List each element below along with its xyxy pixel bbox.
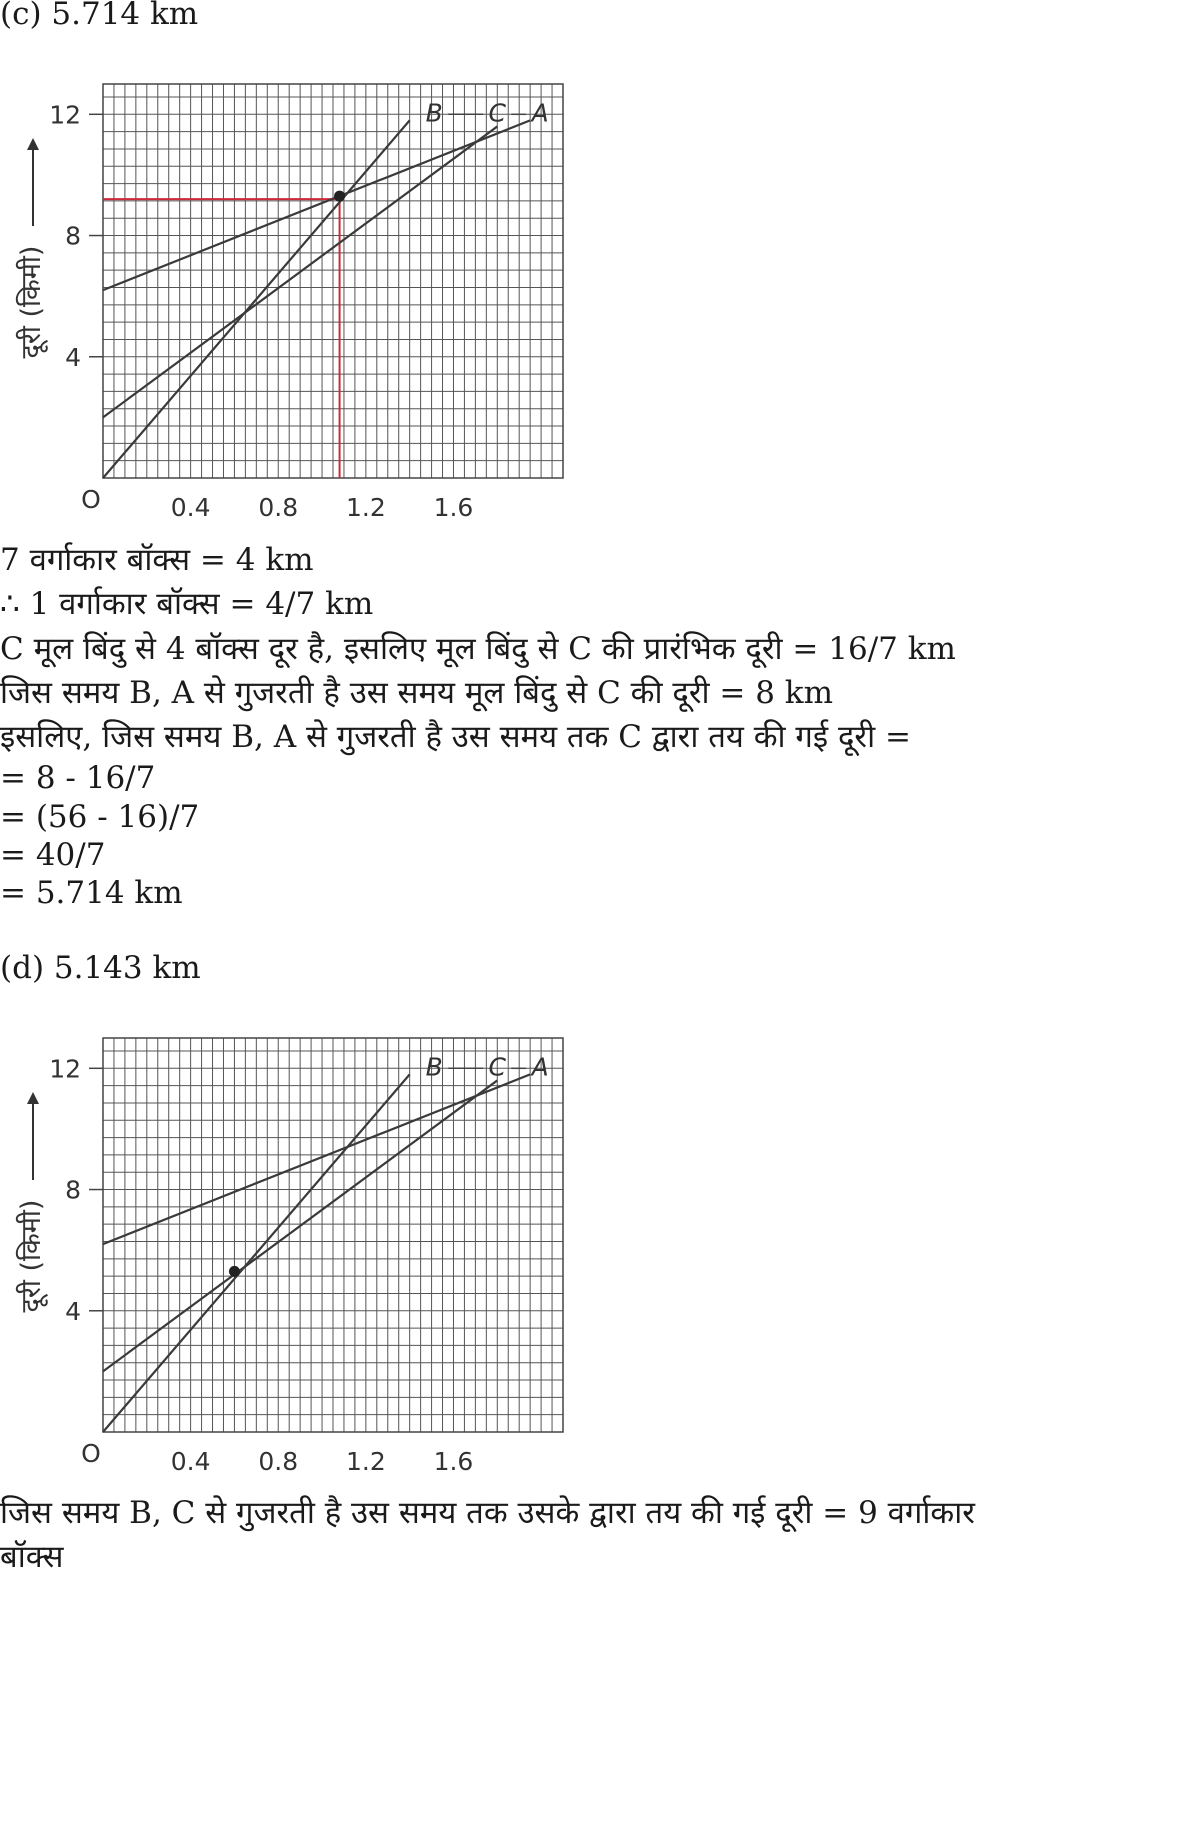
section-d-heading: (d) 5.143 km bbox=[0, 950, 201, 986]
origin-label: O bbox=[81, 485, 101, 514]
x-tick-label: 1.2 bbox=[345, 1447, 386, 1476]
chart-c-svg bbox=[0, 40, 600, 540]
x-tick-label: 0.4 bbox=[170, 493, 211, 522]
section-d-line-2: बॉक्स bbox=[0, 1539, 64, 1575]
y-tick-label: 8 bbox=[65, 1175, 81, 1205]
intersection-marker bbox=[229, 1266, 240, 1277]
y-axis-arrow-head bbox=[27, 1092, 39, 1104]
section-c-line-7: = (56 - 16)/7 bbox=[0, 799, 200, 835]
y-tick-label: 12 bbox=[49, 1054, 81, 1084]
series-label-a: A bbox=[531, 1052, 549, 1082]
series-label-b: B bbox=[425, 98, 443, 128]
y-tick-label: 8 bbox=[65, 221, 81, 251]
section-c-line-1: 7 वर्गाकार बॉक्स = 4 km bbox=[0, 542, 314, 578]
y-axis-title: दूरी (किमी) bbox=[16, 245, 47, 359]
section-c-heading: (c) 5.714 km bbox=[0, 0, 199, 32]
y-axis-arrow-head bbox=[27, 138, 39, 150]
section-c-line-8: = 40/7 bbox=[0, 837, 106, 873]
x-tick-label: 1.6 bbox=[433, 493, 474, 522]
section-c-line-4: जिस समय B, A से गुजरती है उस समय मूल बिंदु से C की दूरी = 8 km bbox=[0, 675, 833, 711]
section-c-line-6: = 8 - 16/7 bbox=[0, 760, 156, 796]
series-label-c: C bbox=[488, 98, 507, 128]
origin-label: O bbox=[81, 1439, 101, 1468]
section-d-line-1: जिस समय B, C से गुजरती है उस समय तक उसके द्वारा तय की गई दूरी = 9 वर्गाकार bbox=[0, 1495, 975, 1531]
x-tick-label: 1.2 bbox=[345, 493, 386, 522]
section-c-line-2: ∴ 1 वर्गाकार बॉक्स = 4/7 km bbox=[0, 586, 374, 622]
chart-c bbox=[0, 40, 600, 540]
y-tick-label: 12 bbox=[49, 100, 81, 130]
section-c-line-9: = 5.714 km bbox=[0, 875, 183, 911]
x-tick-label: 0.8 bbox=[258, 1447, 299, 1476]
series-label-b: B bbox=[425, 1052, 443, 1082]
y-tick-label: 4 bbox=[65, 342, 81, 372]
y-axis-title: दूरी (किमी) bbox=[16, 1199, 47, 1313]
x-tick-label: 0.8 bbox=[258, 493, 299, 522]
section-c-line-5: इसलिए, जिस समय B, A से गुजरती है उस समय तक C द्वारा तय की गई दूरी = bbox=[0, 719, 911, 755]
section-c-line-3: C मूल बिंदु से 4 बॉक्स दूर है, इसलिए मूल बिंदु से C की प्रारंभिक दूरी = 16/7 km bbox=[0, 631, 956, 667]
chart-d-svg bbox=[0, 994, 600, 1494]
series-label-a: A bbox=[531, 98, 549, 128]
y-tick-label: 4 bbox=[65, 1296, 81, 1326]
x-tick-label: 1.6 bbox=[433, 1447, 474, 1476]
x-tick-label: 0.4 bbox=[170, 1447, 211, 1476]
series-label-c: C bbox=[488, 1052, 507, 1082]
chart-d bbox=[0, 994, 600, 1494]
intersection-marker bbox=[334, 191, 345, 202]
